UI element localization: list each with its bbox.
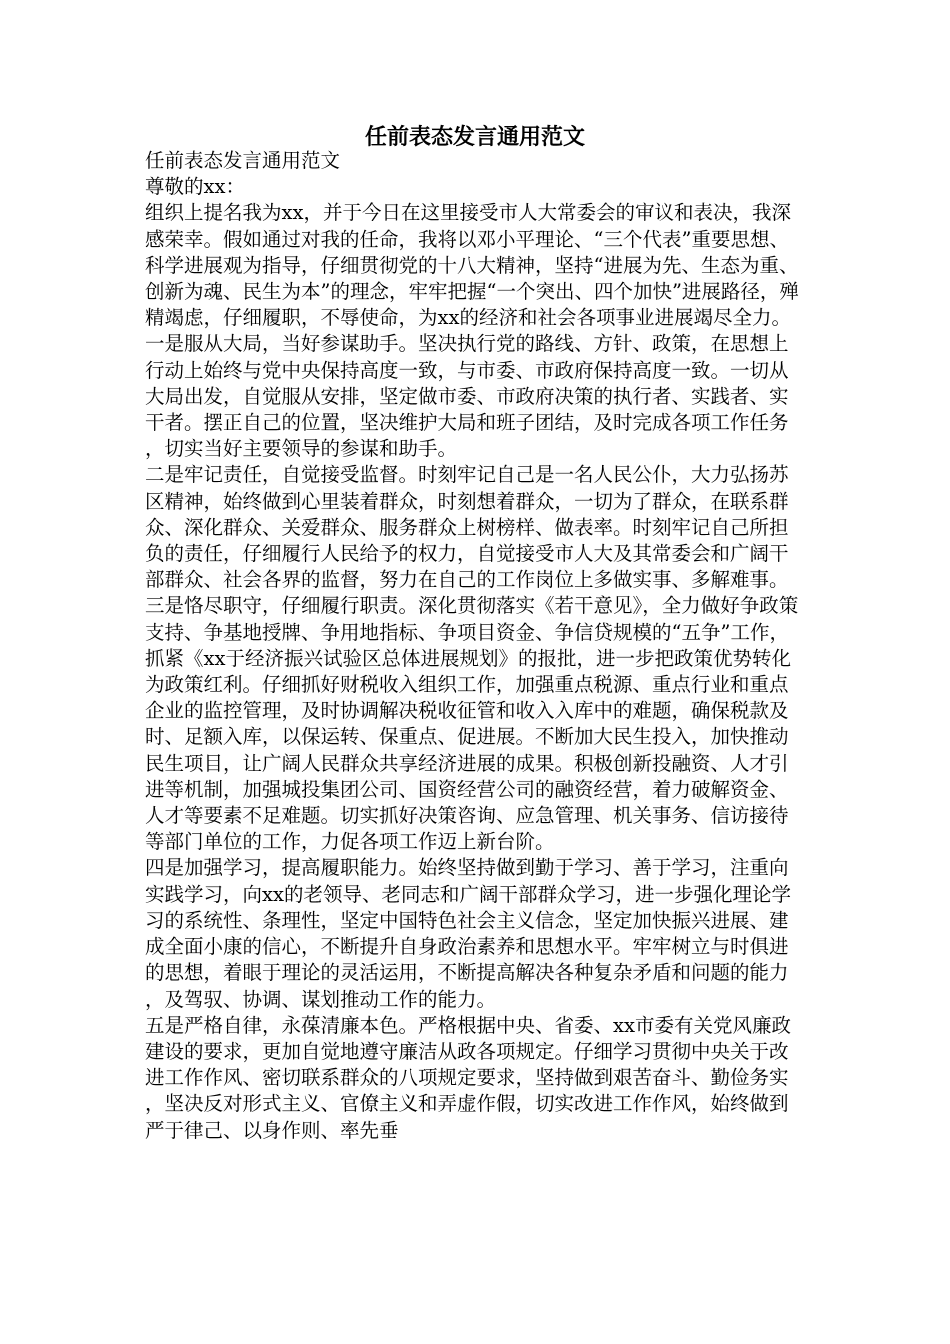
document-title: 任前表态发言通用范文: [364, 124, 585, 150]
paragraph-point-3: 三是恪尽职守，仔细履行职责。深化贯彻落实《若干意见》，全力做好争政策支持、争基地授牌、争用地指标、争项目资金、争信贷规模的“五争”工作，抓紧《xx于经济振兴试验区总体进展规划》的报批，进一步把政策优势转化为政策红利。仔细抓好财税收入组织工作，加强重点税源、重点行业和重点企业的监控管理，及时协调解决税收征管和收入入库中的难题，确保税款及时、足额入库，以保运转、保重点、促进展。不断加大民生投入，加快推动民生项目，让广阔人民群众共享经济进展的成果。积极创新投融资、人才引进等机制，加强城投集团公司、国资经营公司的融资经营，着力破解资金、人才等要素不足难题。切实抓好决策咨询、应急管理、机关事务、信访接待等部门单位的工作，力促各项工作迈上新台阶。: [145, 594, 799, 854]
paragraph-point-2: 二是牢记责任，自觉接受监督。时刻牢记自己是一名人民公仆，大力弘扬苏区精神，始终做到心里装着群众，时刻想着群众，一切为了群众，在联系群众、深化群众、关爱群众、服务群众上树榜样、做表率。时刻牢记自己所担负的责任，仔细履行人民给予的权力，自觉接受市人大及其常委会和广阔干部群众、社会各界的监督，努力在自己的工作岗位上多做实事、多解难事。: [145, 463, 789, 592]
paragraph-point-4: 四是加强学习，提高履职能力。始终坚持做到勤于学习、善于学习，注重向实践学习，向xx的老领导、老同志和广阔干部群众学习，进一步强化理论学习的系统性、条理性，坚定中国特色社会主义信念，坚定加快振兴进展、建成全面小康的信心，不断提升自身政治素养和思想水平。牢牢树立与时俱进的思想，着眼于理论的灵活运用，不断提高解决各种复杂矛盾和问题的能力，及驾驭、协调、谋划推动工作的能力。: [145, 856, 791, 1011]
document-body: [145, 148, 807, 1144]
salutation: 尊敬的xx：: [145, 175, 245, 199]
paragraph-point-5: 五是严格自律，永葆清廉本色。严格根据中央、省委、xx市委有关党风廉政建设的要求，更加自觉地遵守廉洁从政各项规定。仔细学习贯彻中央关于改进工作作风、密切联系群众的八项规定要求，坚持做到艰苦奋斗、勤俭务实，坚决反对形式主义、官僚主义和弄虚作假，切实改进工作作风，始终做到严于律己、以身作则、率先垂: [145, 1013, 791, 1142]
paragraph-point-1: 一是服从大局，当好参谋助手。坚决执行党的路线、方针、政策，在思想上行动上始终与党中央保持高度一致，与市委、市政府保持高度一致。一切从大局出发，自觉服从安排，坚定做市委、市政府决策的执行者、实践者、实干者。摆正自己的位置，坚决维护大局和班子团结，及时完成各项工作任务，切实当好主要领导的参谋和助手。: [145, 332, 789, 461]
subtitle-line: 任前表态发言通用范文: [145, 149, 341, 172]
paragraph-intro: 组织上提名我为xx，并于今日在这里接受市人大常委会的审议和表决，我深感荣幸。假如通过对我的任命，我将以邓小平理论、“三个代表”重要思想、科学进展观为指导，仔细贯彻党的十八大精神，坚持“进展为先、生态为重、创新为魂、民生为本”的理念，牢牢把握“一个突出、四个加快”进展路径，殚精竭虑，仔细履职，不辱使命，为xx的经济和社会各项事业进展竭尽全力。: [145, 201, 799, 330]
